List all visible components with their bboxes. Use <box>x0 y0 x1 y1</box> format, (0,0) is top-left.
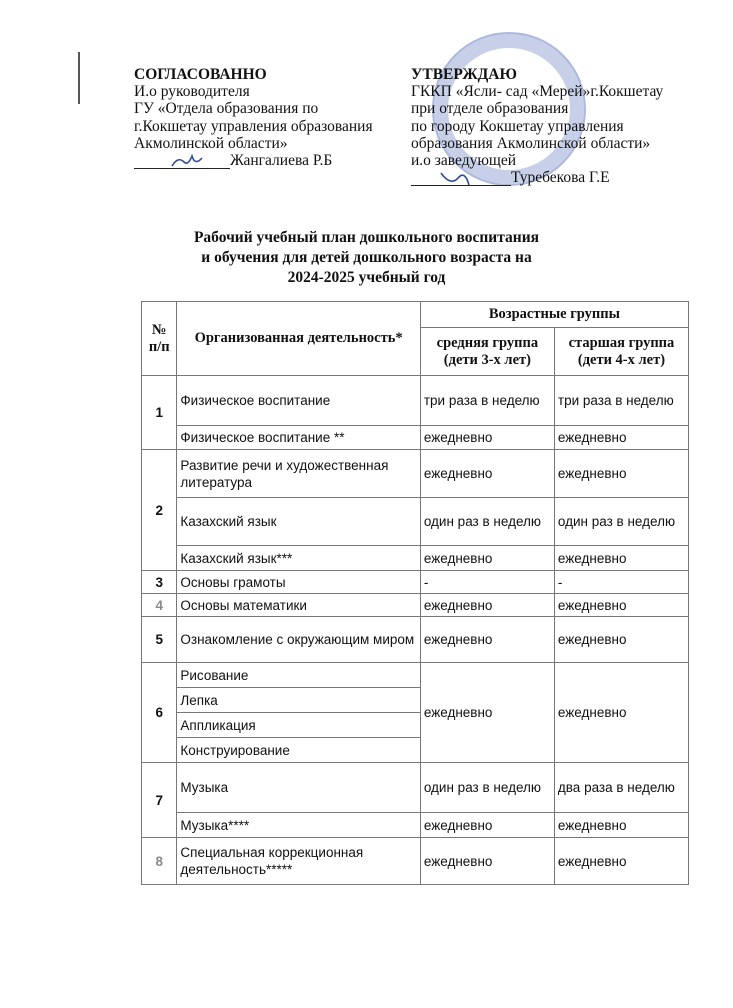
activity-cell: Ознакомление с окружающим миром <box>177 617 420 663</box>
approval-right-line: при отделе образования <box>411 100 569 118</box>
header-num: № п/п <box>142 302 177 376</box>
approval-right-line: образования Акмолинской области» <box>411 134 651 152</box>
approval-right-line: и.о заведующей <box>411 152 517 170</box>
middle-cell: ежедневно <box>420 426 554 450</box>
senior-cell: - <box>554 571 688 594</box>
activity-cell: Физическое воспитание ** <box>177 426 420 450</box>
senior-cell: ежедневно <box>554 450 688 498</box>
middle-cell: один раз в неделю <box>420 498 554 546</box>
approval-right-line: по городу Кокшетау управления <box>411 117 624 135</box>
margin-mark <box>78 52 80 104</box>
approval-right-signature-line <box>411 169 663 186</box>
row-number: 1 <box>142 376 177 450</box>
middle-cell: ежедневно <box>420 663 554 763</box>
title-line: и обучения для детей дошкольного возраста на <box>201 249 532 266</box>
row-number: 3 <box>142 571 177 594</box>
senior-cell: один раз в неделю <box>554 498 688 546</box>
approval-left-signatory: Жангалиева Р.Б <box>230 152 333 170</box>
activity-cell: Основы грамоты <box>177 571 420 594</box>
table-row <box>142 546 689 571</box>
table-row <box>142 498 689 546</box>
middle-cell: ежедневно <box>420 838 554 885</box>
activity-cell: Рисование <box>177 663 420 688</box>
activity-cell: Развитие речи и художественная литература <box>177 450 420 498</box>
table-row <box>142 376 689 426</box>
approval-right-heading: УТВЕРЖДАЮ <box>411 66 517 83</box>
senior-cell: ежедневно <box>554 426 688 450</box>
curriculum-table <box>141 301 689 885</box>
table-row <box>142 594 689 617</box>
activity-cell: Лепка <box>177 688 420 713</box>
middle-cell: - <box>420 571 554 594</box>
activity-cell: Основы математики <box>177 594 420 617</box>
header-senior-group: старшая группа (дети 4-х лет) <box>554 328 688 376</box>
approval-left-line: Акмолинской области» <box>134 134 288 152</box>
middle-cell: ежедневно <box>420 546 554 571</box>
approval-left-line: г.Кокшетау управления образования <box>134 117 373 135</box>
activity-cell: Физическое воспитание <box>177 376 420 426</box>
senior-cell: ежедневно <box>554 813 688 838</box>
senior-cell: ежедневно <box>554 838 688 885</box>
activity-cell: Специальная коррекционная деятельность***** <box>177 838 420 885</box>
table-row <box>142 571 689 594</box>
activity-cell: Казахский язык*** <box>177 546 420 571</box>
approval-right-line: ГККП «Ясли- сад «Мерей»г.Кокшетау <box>411 83 664 101</box>
activity-cell: Музыка <box>177 763 420 813</box>
senior-cell: ежедневно <box>554 546 688 571</box>
header-middle-group: средняя группа (дети 3-х лет) <box>420 328 554 376</box>
row-number: 8 <box>142 838 177 885</box>
signature-icon <box>411 171 511 186</box>
table-row <box>142 838 689 885</box>
title-line: 2024-2025 учебный год <box>287 269 446 286</box>
activity-cell: Казахский язык <box>177 498 420 546</box>
senior-cell: ежедневно <box>554 594 688 617</box>
approval-left-block <box>134 66 373 169</box>
approval-left-signature-line <box>134 152 373 169</box>
row-number: 6 <box>142 663 177 763</box>
signature-icon <box>134 154 230 169</box>
senior-cell: ежедневно <box>554 617 688 663</box>
middle-cell: ежедневно <box>420 450 554 498</box>
row-number: 4 <box>142 594 177 617</box>
approval-left-line: И.о руководителя <box>134 83 250 101</box>
middle-cell: три раза в неделю <box>420 376 554 426</box>
row-number: 2 <box>142 450 177 571</box>
row-number: 5 <box>142 617 177 663</box>
header-age-groups: Возрастные группы <box>420 302 688 328</box>
activity-cell: Конструирование <box>177 738 420 763</box>
approval-left-heading: СОГЛАСОВАННО <box>134 66 267 83</box>
activity-cell: Музыка**** <box>177 813 420 838</box>
senior-cell: три раза в неделю <box>554 376 688 426</box>
table-row <box>142 450 689 498</box>
title-line: Рабочий учебный план дошкольного воспитания <box>193 229 540 246</box>
header-activity: Организованная деятельность* <box>177 302 420 376</box>
middle-cell: ежедневно <box>420 813 554 838</box>
approval-right-signatory: Туребекова Г.Е <box>511 169 610 187</box>
row-number: 7 <box>142 763 177 838</box>
table-row <box>142 663 689 688</box>
table-row <box>142 813 689 838</box>
middle-cell: ежедневно <box>420 594 554 617</box>
activity-cell: Аппликация <box>177 713 420 738</box>
senior-cell: два раза в неделю <box>554 763 688 813</box>
approval-left-line: ГУ «Отдела образования по <box>134 100 319 118</box>
document-title <box>0 228 733 288</box>
senior-cell: ежедневно <box>554 663 688 763</box>
middle-cell: один раз в неделю <box>420 763 554 813</box>
middle-cell: ежедневно <box>420 617 554 663</box>
table-row <box>142 426 689 450</box>
table-row <box>142 763 689 813</box>
table-row <box>142 617 689 663</box>
approval-right-block <box>411 66 663 186</box>
